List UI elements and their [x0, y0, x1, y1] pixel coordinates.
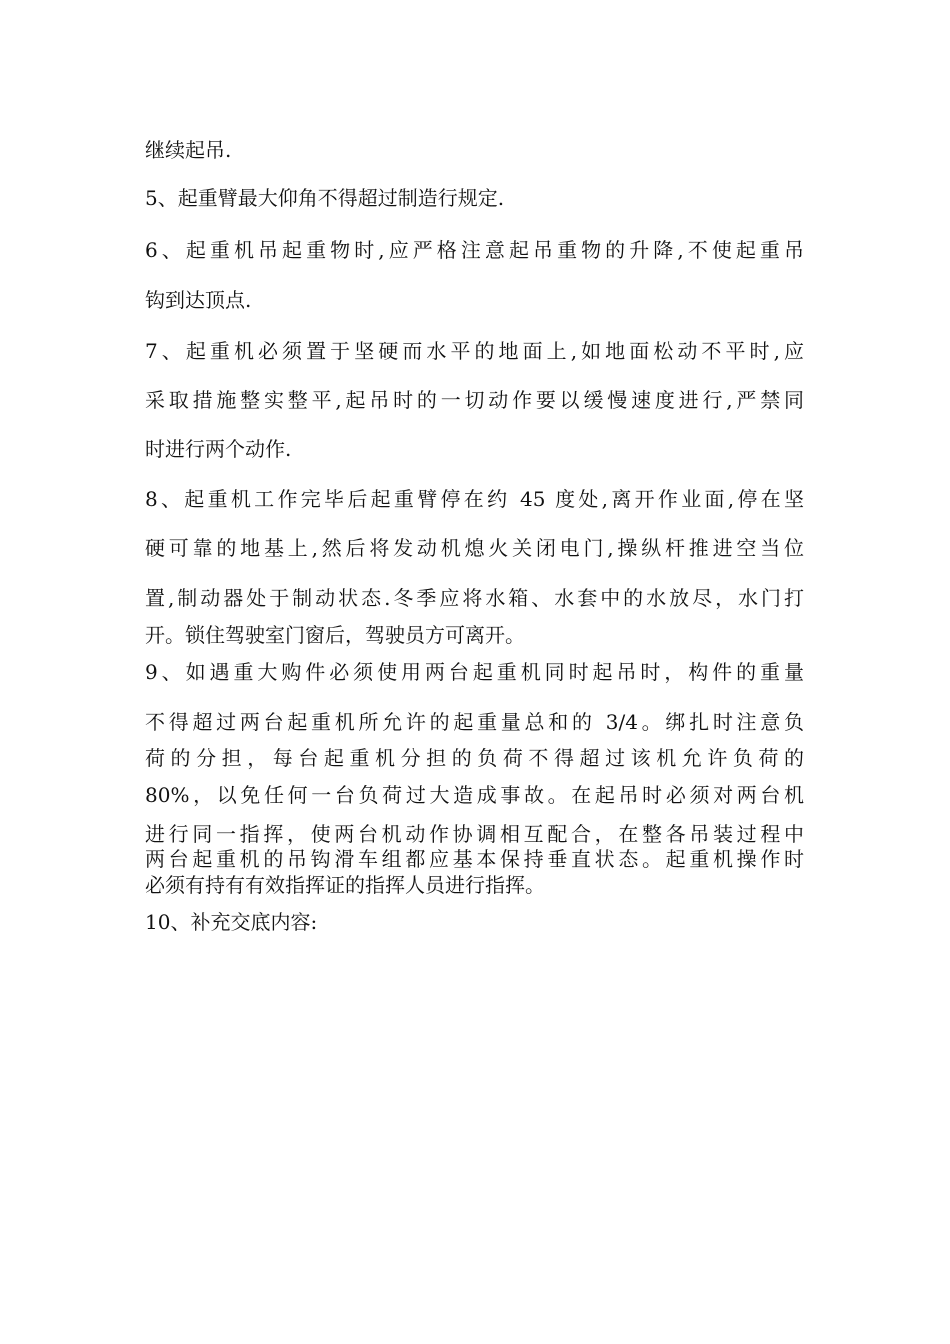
text-line: 采取措施整实整平,起吊时的一切动作要以缓慢速度进行,严禁同	[145, 388, 804, 412]
text-line: 置,制动器处于制动状态.冬季应将水箱、水套中的水放尽，水门打	[145, 586, 804, 610]
text-line: 进行同一指挥，使两台机动作协调相互配合，在整各吊装过程中	[145, 822, 804, 846]
text-line: 不得超过两台起重机所允许的起重量总和的 3/4。绑扎时注意负	[145, 710, 804, 734]
text-line: 荷的分担，每台起重机分担的负荷不得超过该机允许负荷的	[145, 746, 804, 770]
text-line: 8、起重机工作完毕后起重臂停在约 45 度处,离开作业面,停在坚	[145, 487, 804, 511]
text-line: 80%，以免任何一台负荷过大造成事故。在起吊时必须对两台机	[145, 783, 804, 807]
text-line: 硬可靠的地基上,然后将发动机熄火关闭电门,操纵杆推进空当位	[145, 536, 804, 560]
text-line: 7、起重机必须置于坚硬而水平的地面上,如地面松动不平时,应	[145, 339, 804, 363]
text-line: 6、起重机吊起重物时,应严格注意起吊重物的升降,不使起重吊	[145, 238, 804, 262]
text-line: 两台起重机的吊钩滑车组都应基本保持垂直状态。起重机操作时	[145, 847, 804, 871]
text-line: 继续起吊.	[145, 138, 232, 162]
text-line: 9、如遇重大购件必须使用两台起重机同时起吊时，构件的重量	[145, 660, 804, 684]
text-line: 时进行两个动作.	[145, 437, 292, 461]
text-line: 必须有持有有效指挥证的指挥人员进行指挥。	[145, 873, 545, 897]
text-line: 5、起重臂最大仰角不得超过制造行规定.	[145, 186, 505, 210]
text-line: 开。锁住驾驶室门窗后，驾驶员方可离开。	[145, 623, 525, 647]
text-line: 钩到达顶点.	[145, 288, 252, 312]
text-line: 10、补充交底内容:	[145, 910, 318, 934]
